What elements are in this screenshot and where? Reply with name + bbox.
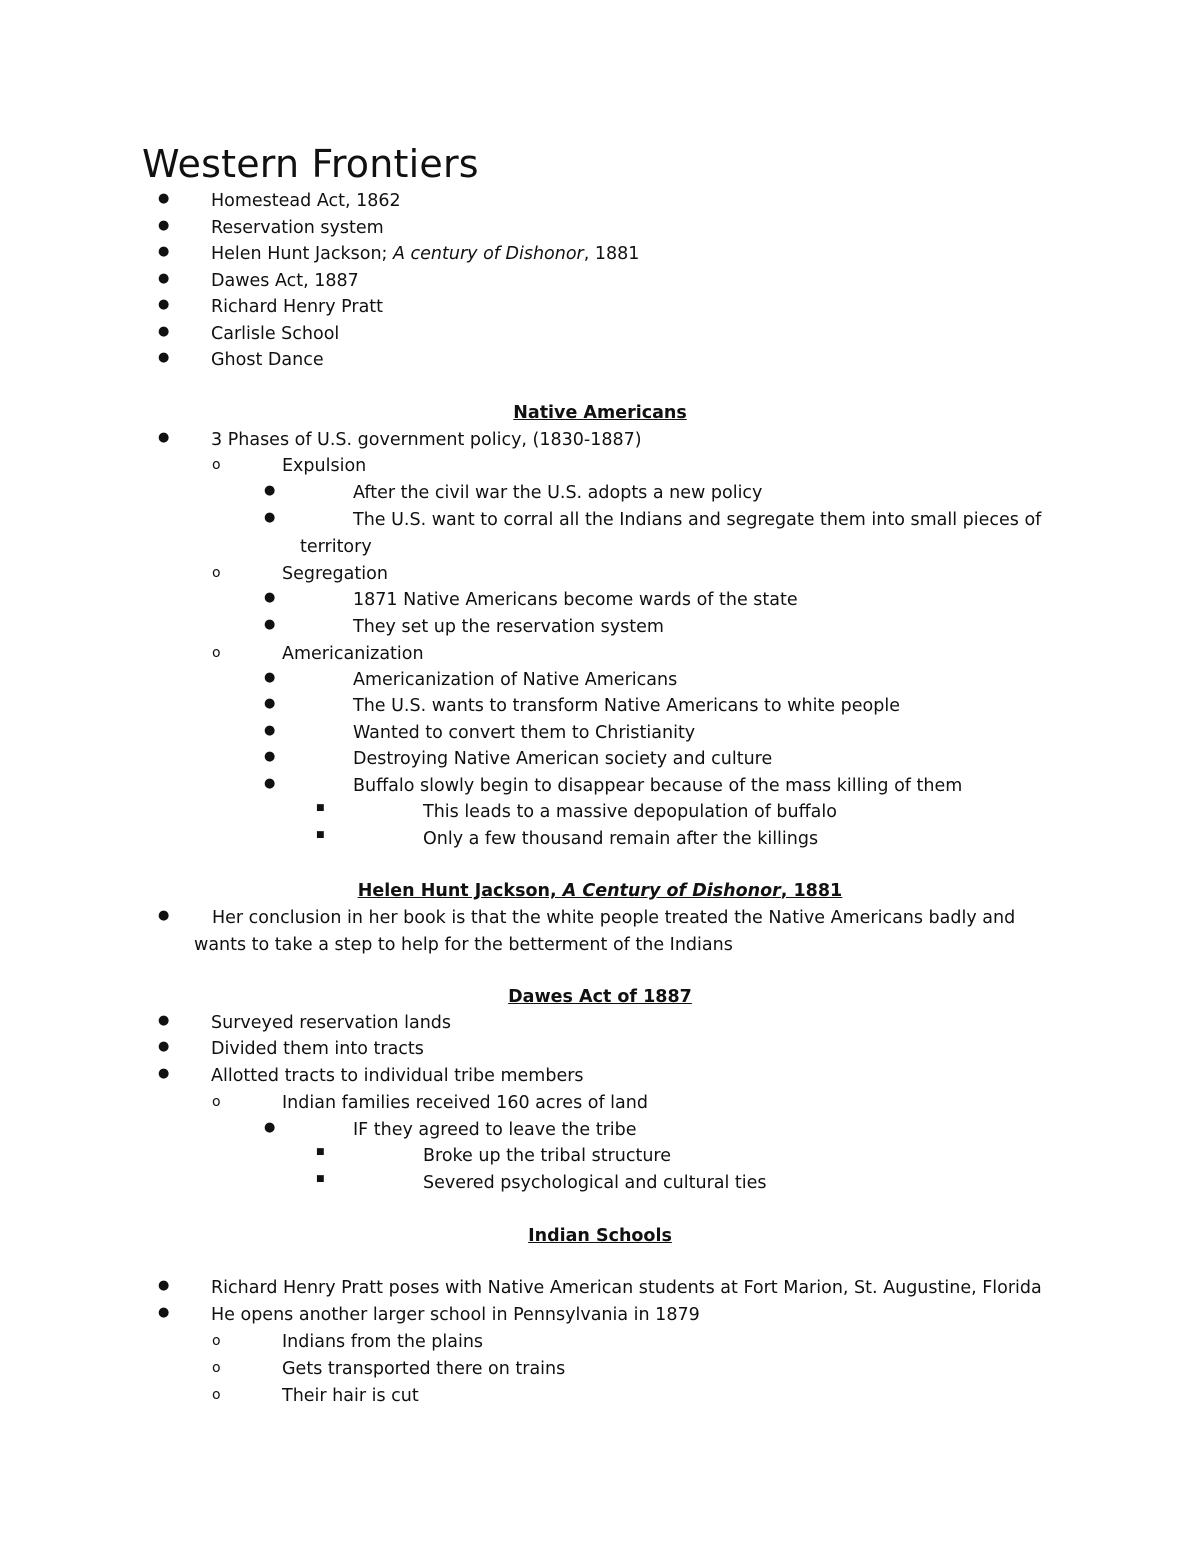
bullet-icon: ● [158,430,170,445]
list-item: ● IF they agreed to leave the tribe [0,1117,1200,1143]
list-item: ■ This leads to a massive depopulation of buffalo [0,799,1200,825]
list-item: ● Richard Henry Pratt [0,294,1200,320]
bullet-icon: ● [158,271,170,286]
section-heading: Dawes Act of 1887 [508,987,692,1007]
list-item: ● The U.S. wants to transform Native Americans to white people [0,693,1200,719]
list-item: ● Americanization of Native Americans [0,667,1200,693]
bullet-icon: ● [264,483,276,498]
bullet-icon: ● [158,218,170,233]
square-bullet-icon: ■ [316,803,325,813]
bullet-icon: ● [158,1013,170,1028]
circle-bullet-icon: o [212,565,221,581]
circle-bullet-icon: o [212,1360,221,1376]
list-item: ● Her conclusion in her book is that the white people treated the Native Americans badly and [0,905,1200,931]
list-item: ● Wanted to convert them to Christianity [0,720,1200,746]
section-heading: Indian Schools [528,1226,672,1246]
bullet-icon: ● [158,324,170,339]
section-heading: Native Americans [513,403,687,423]
list-item: ■ Broke up the tribal structure [0,1143,1200,1169]
bullet-icon: ● [264,590,276,605]
circle-bullet-icon: o [212,1387,221,1403]
bullet-icon: ● [264,510,276,525]
circle-bullet-icon: o [212,457,221,473]
list-item: ● Reservation system [0,215,1200,241]
square-bullet-icon: ■ [316,1174,325,1184]
list-item: ● Surveyed reservation lands [0,1010,1200,1036]
bullet-icon: ● [158,908,170,923]
list-item: ■ Only a few thousand remain after the killings [0,826,1200,852]
list-item: ● Divided them into tracts [0,1036,1200,1062]
list-item: ● 1871 Native Americans become wards of the state [0,587,1200,613]
bullet-icon: ● [264,696,276,711]
list-item: ● Destroying Native American society and culture [0,746,1200,772]
list-item: ● 3 Phases of U.S. government policy, (1830-1887) [0,427,1200,453]
bullet-icon: ● [264,617,276,632]
list-item: ● Carlisle School [0,321,1200,347]
square-bullet-icon: ■ [316,1147,325,1157]
square-bullet-icon: ■ [316,830,325,840]
list-item: o Expulsion [0,453,1200,479]
bullet-icon: ● [158,244,170,259]
bullet-icon: ● [264,670,276,685]
list-item: o Indians from the plains [0,1329,1200,1355]
list-item: ● Dawes Act, 1887 [0,268,1200,294]
bullet-icon: ● [264,1120,276,1135]
bullet-icon: ● [158,1066,170,1081]
list-item: o Segregation [0,561,1200,587]
list-item: ■ Severed psychological and cultural ties [0,1170,1200,1196]
list-item: ● He opens another larger school in Pennsylvania in 1879 [0,1302,1200,1328]
list-item: ● Homestead Act, 1862 [0,188,1200,214]
list-item: ● The U.S. want to corral all the Indians and segregate them into small pieces of [0,507,1200,533]
list-item: ● After the civil war the U.S. adopts a new policy [0,480,1200,506]
bullet-icon: ● [158,350,170,365]
list-item: ● Helen Hunt Jackson; A century of Dishonor, 1881 [0,241,1200,267]
list-item-continuation: wants to take a step to help for the betterment of the Indians [194,935,733,955]
circle-bullet-icon: o [212,645,221,661]
circle-bullet-icon: o [212,1094,221,1110]
bullet-icon: ● [158,191,170,206]
bullet-icon: ● [264,776,276,791]
list-item: ● Buffalo slowly begin to disappear because of the mass killing of them [0,773,1200,799]
bullet-icon: ● [158,1039,170,1054]
list-item: ● Ghost Dance [0,347,1200,373]
bullet-icon: ● [264,749,276,764]
list-item: o Their hair is cut [0,1383,1200,1409]
section-heading: Helen Hunt Jackson, A Century of Dishonor, 1881 [357,881,843,901]
bullet-icon: ● [158,297,170,312]
bullet-icon: ● [264,723,276,738]
list-item: o Gets transported there on trains [0,1356,1200,1382]
list-item: ● They set up the reservation system [0,614,1200,640]
list-item: o Americanization [0,641,1200,667]
list-item: ● Richard Henry Pratt poses with Native American students at Fort Marion, St. Augustine, Florida [0,1275,1200,1301]
circle-bullet-icon: o [212,1333,221,1349]
list-item: ● Allotted tracts to individual tribe members [0,1063,1200,1089]
document-title: Western Frontiers [142,142,479,186]
list-item: o Indian families received 160 acres of land [0,1090,1200,1116]
bullet-icon: ● [158,1305,170,1320]
list-item-continuation: territory [300,537,372,557]
bullet-icon: ● [158,1278,170,1293]
